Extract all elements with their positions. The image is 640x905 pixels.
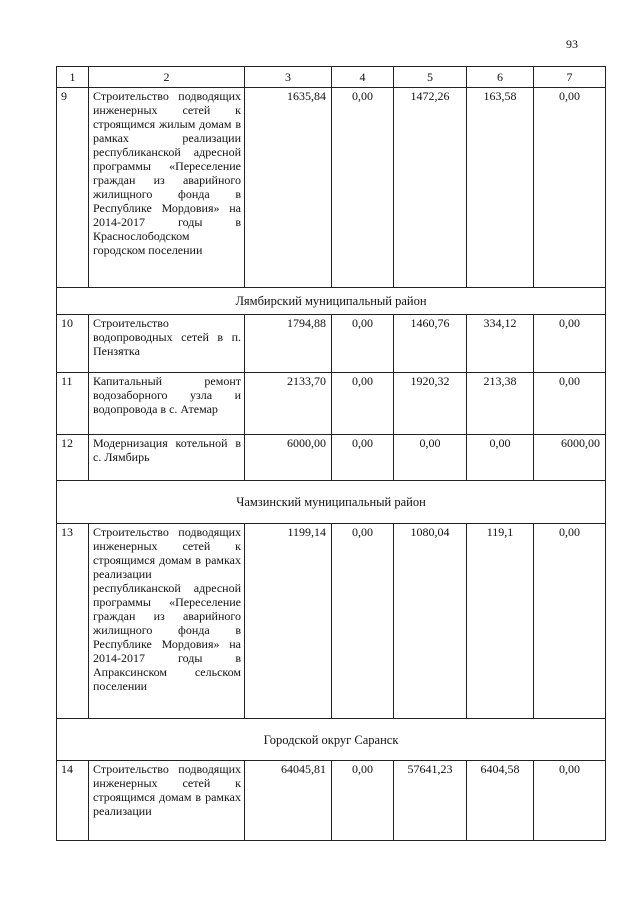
cell-total: 64045,81 xyxy=(245,761,332,841)
cell-col4: 0,00 xyxy=(332,315,394,373)
cell-col7: 6000,00 xyxy=(534,435,606,481)
row-number: 11 xyxy=(57,373,89,435)
table-row xyxy=(57,88,606,288)
cell-total: 1635,84 xyxy=(245,88,332,288)
section-title: Лямбирский муниципальный район xyxy=(57,288,606,315)
cell-col5: 1472,26 xyxy=(394,88,467,288)
table-row xyxy=(57,373,606,435)
row-description: Капитальный ремонт водозаборного узла и водопровода в с. Атемар xyxy=(89,373,245,435)
cell-col6: 213,38 xyxy=(467,373,534,435)
row-number: 13 xyxy=(57,524,89,719)
cell-total: 2133,70 xyxy=(245,373,332,435)
cell-total: 1199,14 xyxy=(245,524,332,719)
row-number: 9 xyxy=(57,88,89,288)
column-number: 4 xyxy=(332,67,394,88)
cell-col6: 163,58 xyxy=(467,88,534,288)
cell-col5: 1460,76 xyxy=(394,315,467,373)
section-title: Чамзинский муниципальный район xyxy=(57,481,606,524)
cell-col7: 0,00 xyxy=(534,315,606,373)
table-row xyxy=(57,524,606,719)
cell-total: 6000,00 xyxy=(245,435,332,481)
column-number: 3 xyxy=(245,67,332,88)
row-description: Модернизация котельной в с. Лямбирь xyxy=(89,435,245,481)
cell-col5: 1920,32 xyxy=(394,373,467,435)
cell-col6: 334,12 xyxy=(467,315,534,373)
cell-col5: 1080,04 xyxy=(394,524,467,719)
cell-col6: 119,1 xyxy=(467,524,534,719)
cell-col7: 0,00 xyxy=(534,524,606,719)
cell-col5: 57641,23 xyxy=(394,761,467,841)
column-number: 6 xyxy=(467,67,534,88)
column-number: 1 xyxy=(57,67,89,88)
cell-col4: 0,00 xyxy=(332,88,394,288)
row-description: Строительство водопроводных сетей в п. Пензятка xyxy=(89,315,245,373)
cell-col7: 0,00 xyxy=(534,88,606,288)
cell-col4: 0,00 xyxy=(332,524,394,719)
section-title: Городской округ Саранск xyxy=(57,719,606,761)
column-number: 5 xyxy=(394,67,467,88)
row-number: 12 xyxy=(57,435,89,481)
column-number: 7 xyxy=(534,67,606,88)
section-row xyxy=(57,719,606,761)
row-description: Строительство подводящих инженерных сетей к строящимся домам в рамках реализации республиканской адресной программы «Переселение граждан из аварийного жилищного фонда в Республике Мордовия» на 2014-2017 годы в Апраксинском сельском поселении xyxy=(89,524,245,719)
page-number: 93 xyxy=(566,37,578,51)
section-row xyxy=(57,288,606,315)
cell-col4: 0,00 xyxy=(332,761,394,841)
cell-col6: 0,00 xyxy=(467,435,534,481)
cell-total: 1794,88 xyxy=(245,315,332,373)
section-row xyxy=(57,481,606,524)
cell-col5: 0,00 xyxy=(394,435,467,481)
column-number: 2 xyxy=(89,67,245,88)
table-row xyxy=(57,315,606,373)
table-row xyxy=(57,761,606,841)
column-number-row xyxy=(57,67,606,88)
row-number: 10 xyxy=(57,315,89,373)
cell-col4: 0,00 xyxy=(332,435,394,481)
table-row xyxy=(57,435,606,481)
row-description: Строительство подводящих инженерных сетей к строящимся жилым домам в рамках реализации республиканской адресной программы «Переселение граждан из аварийного жилищного фонда в Республике Мордовия» на 2014-2017 годы в Краснослободском городском поселении xyxy=(89,88,245,288)
cell-col6: 6404,58 xyxy=(467,761,534,841)
row-description: Строительство подводящих инженерных сетей к строящимся домам в рамках реализации xyxy=(89,761,245,841)
cell-col7: 0,00 xyxy=(534,373,606,435)
cell-col4: 0,00 xyxy=(332,373,394,435)
cell-col7: 0,00 xyxy=(534,761,606,841)
row-number: 14 xyxy=(57,761,89,841)
financing-table xyxy=(56,66,606,841)
